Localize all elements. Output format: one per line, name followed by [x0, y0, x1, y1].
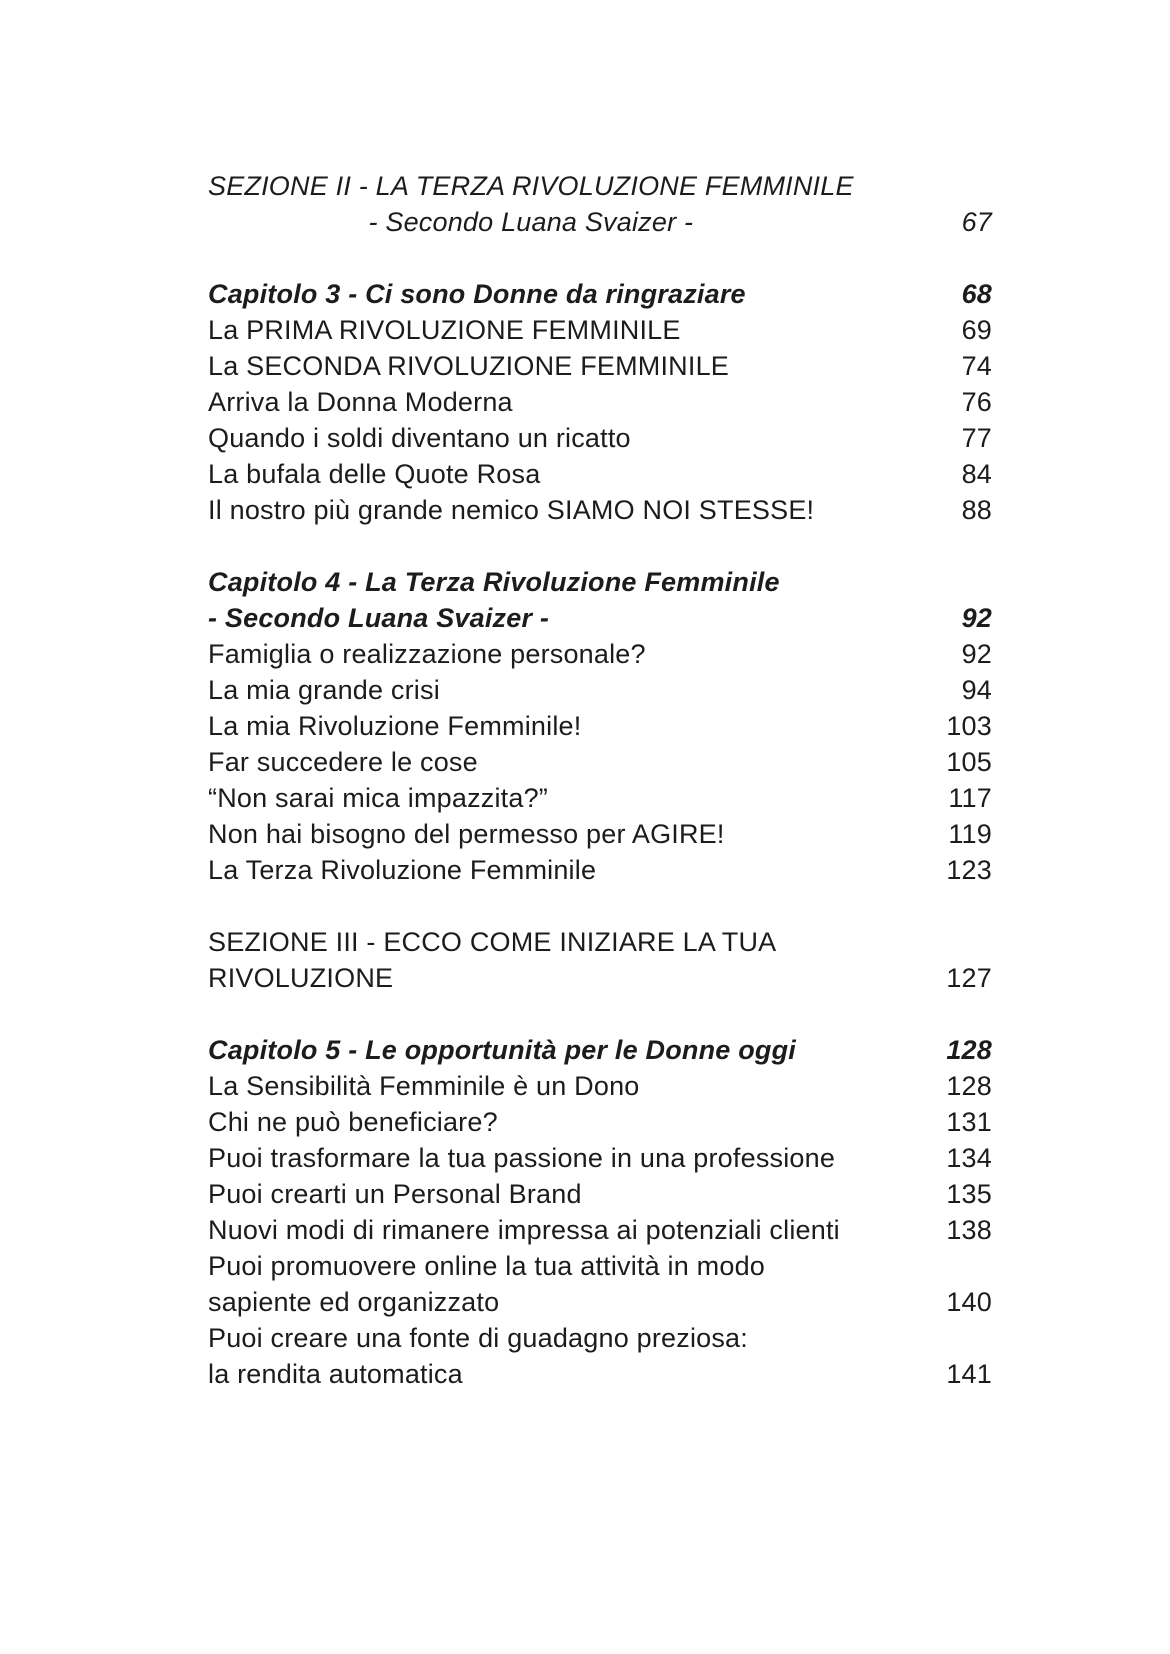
toc-item [208, 708, 992, 744]
toc-item-title [208, 708, 581, 744]
toc-item [208, 1176, 992, 1212]
toc-chapter-title [208, 276, 746, 312]
toc-chapter-title [208, 564, 780, 636]
toc-page-number: 92 [961, 639, 992, 669]
toc-title-line: SEZIONE III - ECCO COME INIZIARE LA TUA RIVOLUZIONE [208, 927, 775, 993]
toc-item [208, 312, 992, 348]
toc-page-number: 67 [961, 207, 992, 237]
toc-page-number: 128 [946, 1071, 992, 1101]
toc-item-title [208, 672, 440, 708]
toc-title-line: Chi ne può beneficiare? [208, 1107, 498, 1137]
toc-item-title [208, 348, 729, 384]
toc-title-line: La mia grande crisi [208, 675, 440, 705]
toc-item-title [208, 636, 646, 672]
toc-title-line: Puoi creare una fonte di guadagno preziosa: [208, 1323, 748, 1353]
toc-item-title [208, 456, 540, 492]
toc-title-line: La mia Rivoluzione Femminile! [208, 711, 582, 741]
toc-title-line: Capitolo 3 - Ci sono Donne da ringraziare [208, 279, 746, 309]
toc-page-number: 123 [946, 855, 992, 885]
toc-item-title [208, 384, 513, 420]
toc-item [208, 1140, 992, 1176]
toc-section-title [208, 924, 934, 996]
toc-title-line: La SECONDA RIVOLUZIONE FEMMINILE [208, 351, 730, 381]
toc-title-line: Puoi crearti un Personal Brand [208, 1179, 582, 1209]
toc-page-number: 76 [961, 387, 992, 417]
toc-title-line: Puoi trasformare la tua passione in una professione [208, 1143, 836, 1173]
toc-section-title [208, 168, 854, 240]
toc-item [208, 1104, 992, 1140]
toc-item [208, 1320, 992, 1392]
toc-item [208, 456, 992, 492]
toc-item-title [208, 780, 548, 816]
toc-item-title [208, 1248, 765, 1320]
toc-page-number: 127 [946, 963, 992, 993]
toc-page-number: 77 [961, 423, 992, 453]
toc-item-title [208, 1176, 582, 1212]
table-of-contents [208, 168, 992, 1392]
toc-title-line: Puoi promuovere online la tua attività in modo [208, 1251, 766, 1281]
toc-item-title [208, 744, 478, 780]
toc-chapter-heading [208, 564, 992, 636]
toc-title-line: Il nostro più grande nemico SIAMO NOI STESSE! [208, 495, 815, 525]
toc-title-line: la rendita automatica [208, 1359, 463, 1389]
toc-item [208, 492, 992, 528]
toc-item [208, 672, 992, 708]
toc-title-line: Non hai bisogno del permesso per AGIRE! [208, 819, 725, 849]
toc-page-number: 103 [946, 711, 992, 741]
toc-item-title [208, 1212, 840, 1248]
toc-item [208, 1068, 992, 1104]
toc-page-number: 140 [946, 1287, 992, 1317]
toc-page-number: 138 [946, 1215, 992, 1245]
toc-item-title [208, 492, 814, 528]
toc-chapter-heading [208, 276, 992, 312]
toc-item-title [208, 1068, 640, 1104]
toc-item [208, 1248, 992, 1320]
toc-page-number: 68 [961, 279, 992, 309]
toc-page-number: 131 [946, 1107, 992, 1137]
toc-title-line: La PRIMA RIVOLUZIONE FEMMINILE [208, 315, 681, 345]
toc-title-line: Capitolo 4 - La Terza Rivoluzione Femminile [208, 567, 780, 597]
toc-title-line: Arriva la Donna Moderna [208, 387, 513, 417]
toc-title-line: Far succedere le cose [208, 747, 478, 777]
toc-chapter-heading [208, 1032, 992, 1068]
toc-item-title [208, 1320, 748, 1392]
toc-section-heading [208, 924, 992, 996]
toc-title-line: sapiente ed organizzato [208, 1287, 500, 1317]
toc-item [208, 348, 992, 384]
toc-page-number: 84 [961, 459, 992, 489]
toc-item [208, 384, 992, 420]
toc-title-line: La Sensibilità Femminile è un Dono [208, 1071, 640, 1101]
toc-page-number: 135 [946, 1179, 992, 1209]
toc-chapter-title [208, 1032, 796, 1068]
toc-title-line: Quando i soldi diventano un ricatto [208, 423, 631, 453]
toc-item-title [208, 852, 596, 888]
toc-item [208, 780, 992, 816]
toc-page-number: 94 [961, 675, 992, 705]
toc-page-number: 88 [961, 495, 992, 525]
toc-item [208, 420, 992, 456]
toc-item [208, 1212, 992, 1248]
toc-page-number: 74 [961, 351, 992, 381]
toc-item-title [208, 1104, 498, 1140]
toc-page-number: 92 [961, 603, 992, 633]
toc-item [208, 852, 992, 888]
toc-title-line: Famiglia o realizzazione personale? [208, 639, 646, 669]
toc-title-line: Capitolo 5 - Le opportunità per le Donne oggi [208, 1035, 796, 1065]
toc-item [208, 816, 992, 852]
toc-item [208, 636, 992, 672]
toc-item-title [208, 816, 725, 852]
toc-page-number: 134 [946, 1143, 992, 1173]
toc-page-number: 141 [946, 1359, 992, 1389]
toc-item-title [208, 312, 681, 348]
toc-title-line: SEZIONE II - LA TERZA RIVOLUZIONE FEMMINILE [208, 171, 854, 201]
toc-section-heading [208, 168, 992, 240]
toc-title-line: La bufala delle Quote Rosa [208, 459, 541, 489]
toc-page-number: 105 [946, 747, 992, 777]
toc-item [208, 744, 992, 780]
toc-title-line: “Non sarai mica impazzita?” [208, 783, 548, 813]
toc-title-line: La Terza Rivoluzione Femminile [208, 855, 597, 885]
toc-page-number: 117 [948, 783, 992, 813]
toc-item-title [208, 1140, 835, 1176]
toc-page-number: 119 [948, 819, 992, 849]
toc-title-line: - Secondo Luana Svaizer - [368, 207, 694, 237]
toc-page-number: 128 [946, 1035, 992, 1065]
toc-item-title [208, 420, 631, 456]
toc-title-line: Nuovi modi di rimanere impressa ai potenziali clienti [208, 1215, 840, 1245]
toc-page-number: 69 [961, 315, 992, 345]
toc-title-line: - Secondo Luana Svaizer - [208, 603, 550, 633]
